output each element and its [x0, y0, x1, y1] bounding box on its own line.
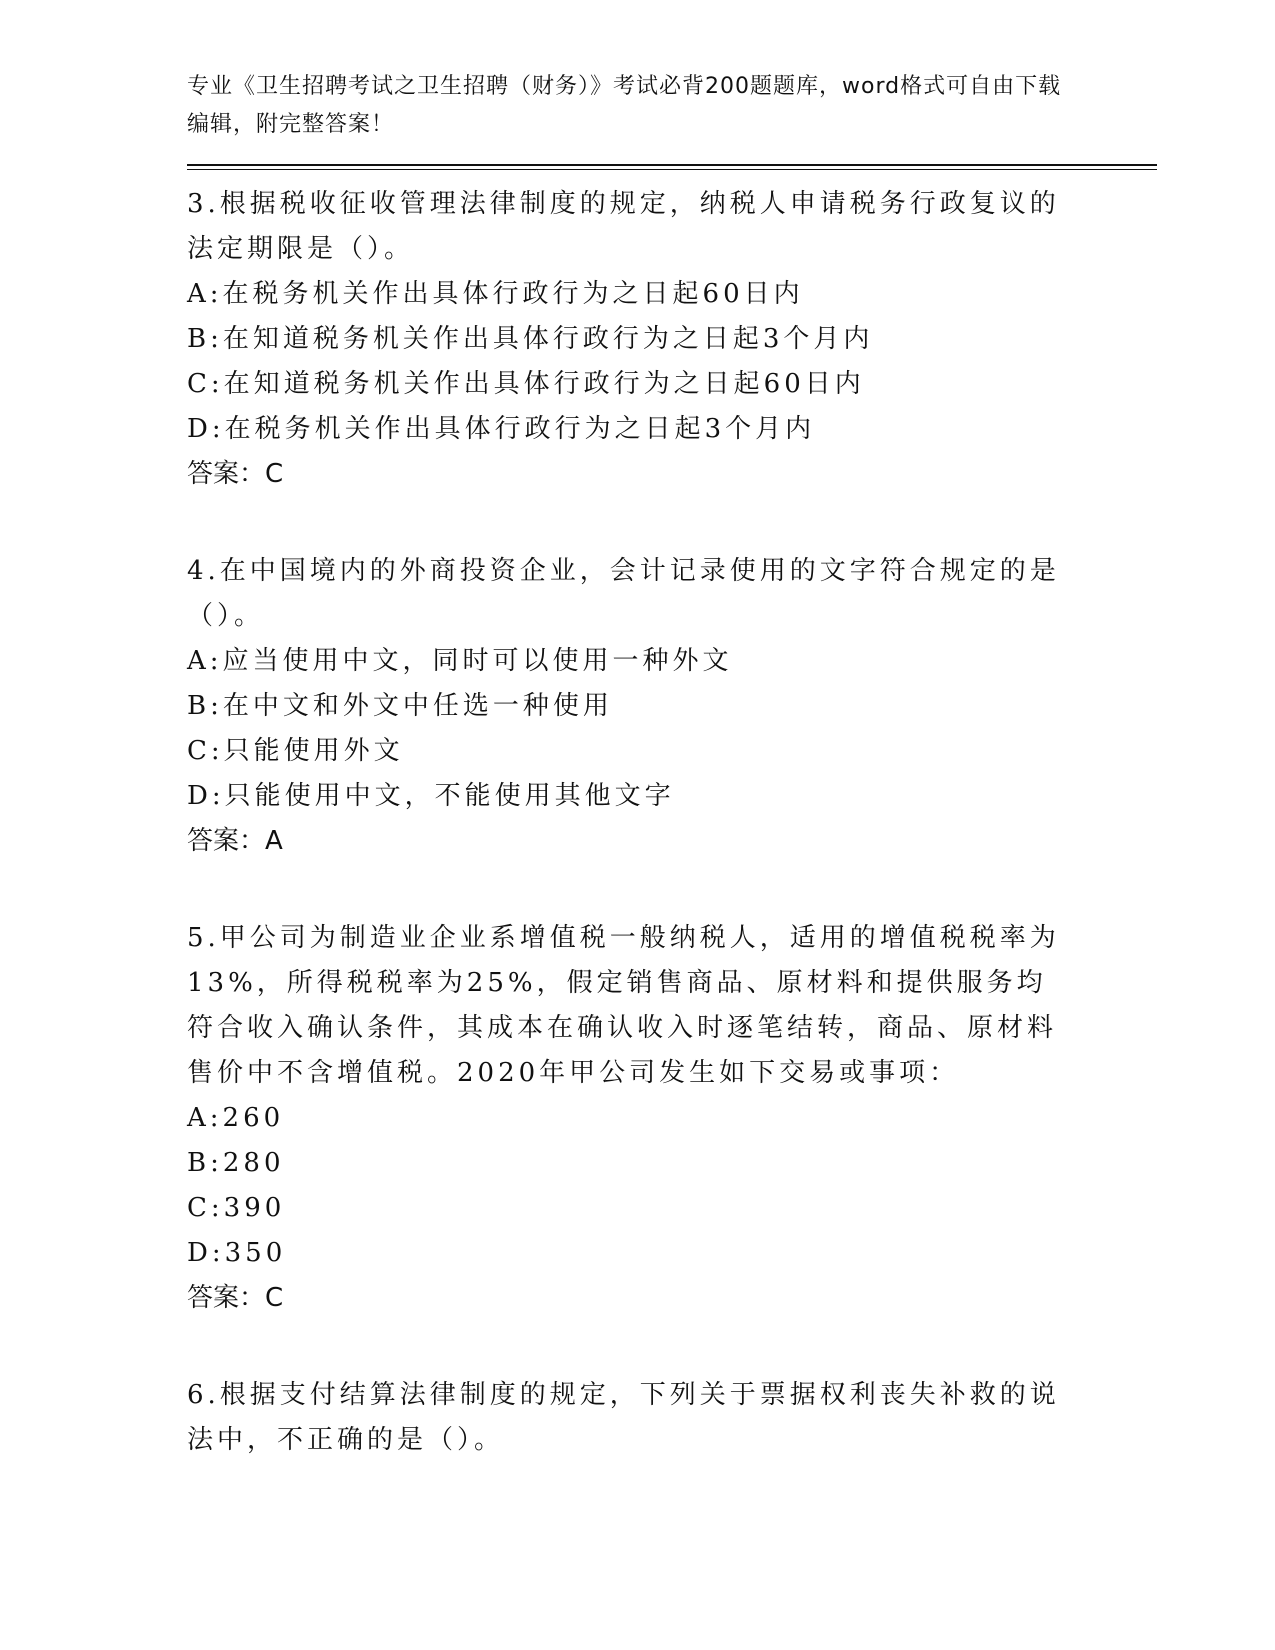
divider-line: [187, 169, 1157, 170]
header-divider: [187, 164, 1157, 170]
question-4: [187, 549, 1157, 864]
question-5: [187, 916, 1157, 1321]
question-6: [187, 1373, 1157, 1463]
question-stem: 5.甲公司为制造业企业系增值税一般纳税人，适用的增值税税率为13%，所得税税率为25%，假定销售商品、原材料和提供服务均符合收入确认条件，其成本在确认收入时逐笔结转，商品、原材料售价中不含增值税。2020年甲公司发生如下交易或事项：: [187, 923, 1060, 1088]
answer-line: 答案：C: [187, 1283, 284, 1313]
option-a: A:在税务机关作出具体行政行为之日起60日内: [187, 279, 804, 309]
option-b: B:280: [187, 1148, 285, 1178]
answer-line: 答案：C: [187, 459, 284, 489]
option-d: D:在税务机关作出具体行政行为之日起3个月内: [187, 414, 816, 444]
question-list: [187, 182, 1157, 1463]
answer-line: 答案：A: [187, 826, 283, 856]
divider-line: [187, 164, 1157, 166]
document-header: 专业《卫生招聘考试之卫生招聘（财务）》考试必背200题题库，word格式可自由下载编辑，附完整答案！: [187, 74, 1062, 137]
question-stem: 3.根据税收征收管理法律制度的规定，纳税人申请税务行政复议的法定期限是（）。: [187, 189, 1060, 264]
option-d: D:只能使用中文，不能使用其他文字: [187, 781, 675, 811]
option-c: C:只能使用外文: [187, 736, 404, 766]
option-b: B:在中文和外文中任选一种使用: [187, 691, 613, 721]
question-3: [187, 182, 1157, 497]
option-a: A:应当使用中文，同时可以使用一种外文: [187, 646, 733, 676]
option-d: D:350: [187, 1238, 287, 1268]
document-page: [187, 68, 1157, 1515]
option-b: B:在知道税务机关作出具体行政行为之日起3个月内: [187, 324, 874, 354]
question-stem: 4.在中国境内的外商投资企业，会计记录使用的文字符合规定的是（）。: [187, 556, 1060, 631]
option-c: C:在知道税务机关作出具体行政行为之日起60日内: [187, 369, 865, 399]
option-c: C:390: [187, 1193, 286, 1223]
question-stem: 6.根据支付结算法律制度的规定，下列关于票据权利丧失补救的说法中，不正确的是（）。: [187, 1380, 1060, 1455]
option-a: A:260: [187, 1103, 285, 1133]
